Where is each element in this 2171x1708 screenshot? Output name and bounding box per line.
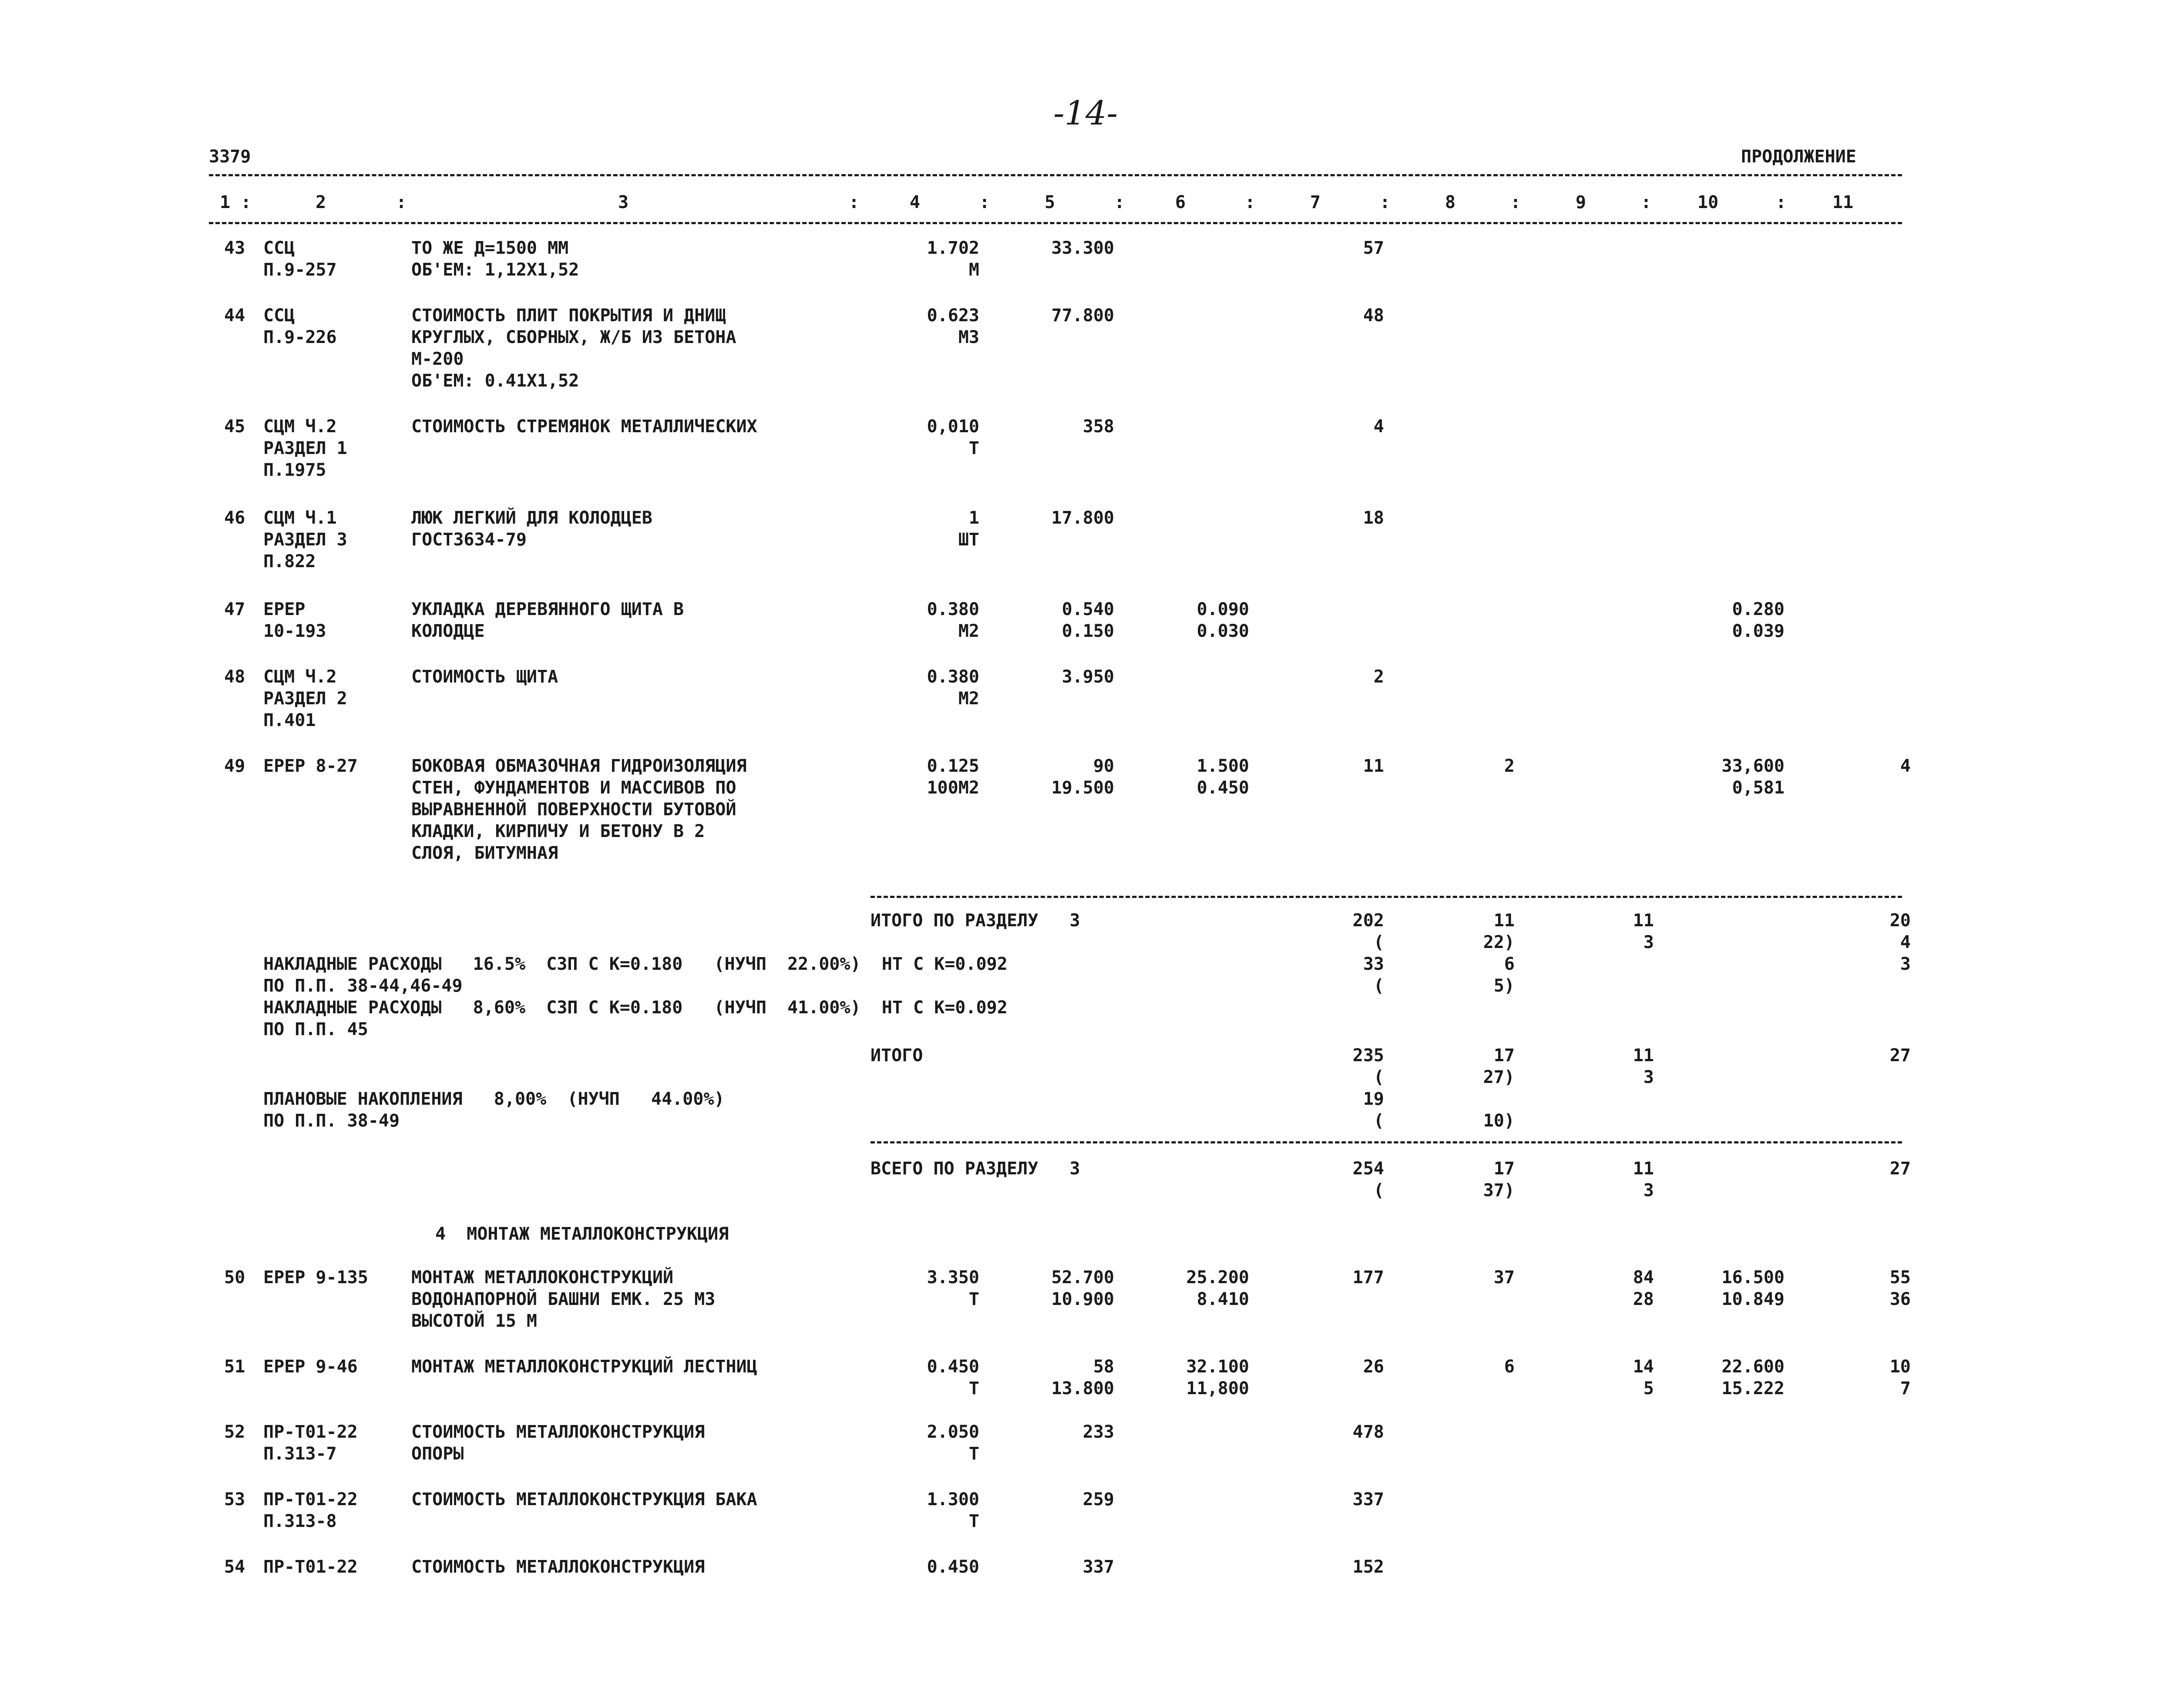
row-code: П.9-257 <box>263 260 337 280</box>
row-description: ГОСТ3634-79 <box>411 530 527 550</box>
grand-total-col8: 17 <box>1493 1159 1515 1179</box>
row-description: БОКОВАЯ ОБМАЗОЧНАЯ ГИДРОИЗОЛЯЦИЯ <box>411 756 747 776</box>
row-number: 49 <box>224 756 245 776</box>
row-description: ОПОРЫ <box>411 1444 464 1464</box>
total-col9: 11 <box>1633 1046 1654 1066</box>
row-quantity: Т <box>968 1511 979 1531</box>
total-col7: ( <box>1373 1067 1384 1087</box>
row-code: П.1975 <box>263 460 326 480</box>
row-quantity: 1.300 <box>927 1489 979 1510</box>
column-header-10: : <box>1245 192 1256 212</box>
row-quantity: Т <box>968 1379 979 1399</box>
row-col10: 22.600 <box>1721 1357 1785 1377</box>
row-col8: 2 <box>1504 756 1515 776</box>
column-header-14: : <box>1510 192 1521 212</box>
total-col9: 3 <box>1643 1067 1654 1087</box>
planned-savings: ПЛАНОВЫЕ НАКОПЛЕНИЯ 8,00% (НУЧП 44.00%) <box>263 1089 725 1109</box>
row-col10: 0.280 <box>1732 599 1785 619</box>
grand-total-col7: 254 <box>1352 1159 1384 1179</box>
row-code: ССЦ <box>263 238 295 258</box>
row-col9: 28 <box>1633 1289 1654 1309</box>
subtotal-section-label: ИТОГО ПО РАЗДЕЛУ 3 <box>870 911 1080 931</box>
column-header-7: 5 <box>1045 192 1055 212</box>
row-quantity: 0.125 <box>927 756 979 776</box>
subtotal-col8: 11 <box>1493 911 1515 931</box>
row-col6: 0.030 <box>1196 621 1249 641</box>
row-description: МОНТАЖ МЕТАЛЛОКОНСТРУКЦИЙ ЛЕСТНИЦ <box>411 1357 757 1377</box>
row-description: СТОИМОСТЬ МЕТАЛЛОКОНСТРУКЦИЯ <box>411 1557 705 1577</box>
row-code: ПР-Т01-22 <box>263 1422 358 1442</box>
row-number: 52 <box>224 1422 245 1442</box>
column-header-6: : <box>979 192 990 212</box>
row-quantity: Т <box>968 1289 979 1309</box>
row-col7: 18 <box>1363 508 1384 528</box>
grand-total-col7: ( <box>1373 1180 1384 1200</box>
column-header-9: 6 <box>1175 192 1186 212</box>
row-col10: 0.039 <box>1732 621 1785 641</box>
column-header-0: 1 : <box>220 192 252 212</box>
subtotal-rule-2 <box>870 1141 1902 1143</box>
grand-total-label: ВСЕГО ПО РАЗДЕЛУ 3 <box>870 1159 1080 1179</box>
row-col6: 0.450 <box>1196 778 1249 798</box>
row-quantity: 100М2 <box>927 778 979 798</box>
subtotal-col11: 4 <box>1900 932 1911 952</box>
row-description: СТЕН, ФУНДАМЕНТОВ И МАССИВОВ ПО <box>411 778 736 798</box>
row-col10: 0,581 <box>1732 778 1785 798</box>
row-code: ЕРЕР 8-27 <box>263 756 358 776</box>
row-description: ОБ'ЕМ: 0.41Х1,52 <box>411 371 579 391</box>
row-quantity: 0,010 <box>927 417 979 437</box>
row-code: СЦМ Ч.1 <box>263 508 337 528</box>
row-number: 53 <box>224 1489 245 1510</box>
row-quantity: М2 <box>958 621 979 641</box>
row-col5: 13.800 <box>1051 1379 1114 1399</box>
row-description: СТОИМОСТЬ СТРЕМЯНОК МЕТАЛЛИЧЕСКИХ <box>411 417 757 437</box>
row-col10: 15.222 <box>1721 1379 1785 1399</box>
column-header-3: 3 <box>618 192 629 212</box>
row-description: УКЛАДКА ДЕРЕВЯННОГО ЩИТА В <box>411 599 684 619</box>
subtotal-col8: 5) <box>1493 976 1515 996</box>
row-number: 50 <box>224 1268 245 1288</box>
column-header-13: 8 <box>1445 192 1456 212</box>
row-quantity: 0.380 <box>927 667 979 687</box>
row-col5: 58 <box>1093 1357 1114 1377</box>
row-col5: 19.500 <box>1051 778 1114 798</box>
row-quantity: 1 <box>968 508 979 528</box>
column-header-18: : <box>1776 192 1787 212</box>
overhead-line-1: НАКЛАДНЫЕ РАСХОДЫ 16.5% СЗП С К=0.180 (НУЧП 22.00%) НТ С К=0.092 <box>263 954 1008 974</box>
overhead-line-2: ПО П.П. 45 <box>263 1019 368 1039</box>
row-code: РАЗДЕЛ 3 <box>263 530 347 550</box>
row-col5: 259 <box>1082 1489 1114 1510</box>
row-quantity: 0.380 <box>927 599 979 619</box>
page-number: -14- <box>1053 94 1118 132</box>
row-col6: 11,800 <box>1186 1379 1249 1399</box>
grand-total-col8: 37) <box>1483 1180 1515 1200</box>
continuation-label: ПРОДОЛЖЕНИЕ <box>1741 147 1856 167</box>
total-col8: 17 <box>1493 1046 1515 1066</box>
row-col8: 6 <box>1504 1357 1515 1377</box>
row-col6: 25.200 <box>1186 1268 1249 1288</box>
row-code: П.9-226 <box>263 327 337 347</box>
grand-total-col11: 27 <box>1889 1159 1911 1179</box>
row-col7: 152 <box>1352 1557 1384 1577</box>
total-col7: 235 <box>1352 1046 1384 1066</box>
row-col7: 4 <box>1373 417 1384 437</box>
row-number: 48 <box>224 667 245 687</box>
row-col7: 337 <box>1352 1489 1384 1510</box>
total-col7: ( <box>1373 1111 1384 1131</box>
row-col7: 177 <box>1352 1268 1384 1288</box>
row-col5: 10.900 <box>1051 1289 1114 1309</box>
row-number: 47 <box>224 599 245 619</box>
row-col5: 77.800 <box>1051 306 1114 326</box>
row-code: 10-193 <box>263 621 326 641</box>
row-col10: 33,600 <box>1721 756 1785 776</box>
row-col6: 8.410 <box>1196 1289 1249 1309</box>
row-quantity: 0.623 <box>927 306 979 326</box>
column-header-15: 9 <box>1576 192 1586 212</box>
row-col11: 7 <box>1900 1379 1911 1399</box>
subtotal-col7: 33 <box>1363 954 1384 974</box>
row-col9: 5 <box>1643 1379 1654 1399</box>
row-number: 46 <box>224 508 245 528</box>
row-description: КОЛОДЦЕ <box>411 621 485 641</box>
row-quantity: М3 <box>958 327 979 347</box>
row-code: ССЦ <box>263 306 295 326</box>
row-col5: 337 <box>1082 1557 1114 1577</box>
row-col7: 26 <box>1363 1357 1384 1377</box>
row-code: СЦМ Ч.2 <box>263 667 337 687</box>
row-description: М-200 <box>411 349 464 369</box>
subtotal-col9: 11 <box>1633 911 1654 931</box>
row-description: ОБ'ЕМ: 1,12Х1,52 <box>411 260 579 280</box>
subtotal-col7: ( <box>1373 976 1384 996</box>
row-col11: 4 <box>1900 756 1911 776</box>
row-quantity: М2 <box>958 689 979 709</box>
row-code: П.822 <box>263 551 316 572</box>
row-quantity: 3.350 <box>927 1268 979 1288</box>
subtotal-col9: 3 <box>1643 932 1654 952</box>
column-header-11: 7 <box>1310 192 1321 212</box>
row-code: П.313-8 <box>263 1511 337 1531</box>
row-description: СТОИМОСТЬ ЩИТА <box>411 667 558 687</box>
row-col6: 0.090 <box>1196 599 1249 619</box>
subtotal-col11: 3 <box>1900 954 1911 974</box>
row-quantity: 0.450 <box>927 1557 979 1577</box>
row-code: СЦМ Ч.2 <box>263 417 337 437</box>
row-col6: 1.500 <box>1196 756 1249 776</box>
row-description: КЛАДКИ, КИРПИЧУ И БЕТОНУ В 2 <box>411 821 705 841</box>
row-description: ЛЮК ЛЕГКИЙ ДЛЯ КОЛОДЦЕВ <box>411 508 652 528</box>
row-code: П.313-7 <box>263 1444 337 1464</box>
row-description: ВЫРАВНЕННОЙ ПОВЕРХНОСТИ БУТОВОЙ <box>411 800 736 820</box>
row-description: ТО ЖЕ Д=1500 ММ <box>411 238 569 258</box>
total-col11: 27 <box>1889 1046 1911 1066</box>
row-description: СЛОЯ, БИТУМНАЯ <box>411 843 558 863</box>
row-code: РАЗДЕЛ 1 <box>263 438 347 458</box>
subtotal-col8: 22) <box>1483 932 1515 952</box>
row-col10: 10.849 <box>1721 1289 1785 1309</box>
row-number: 43 <box>224 238 245 258</box>
row-col11: 10 <box>1889 1357 1911 1377</box>
total-col8: 27) <box>1483 1067 1515 1087</box>
column-header-4: : <box>849 192 860 212</box>
row-col7: 57 <box>1363 238 1384 258</box>
column-header-5: 4 <box>910 192 921 212</box>
row-number: 44 <box>224 306 245 326</box>
total-label: ИТОГО <box>870 1046 923 1066</box>
column-header-2: : <box>396 192 407 212</box>
doc-code: 3379 <box>209 147 251 167</box>
row-col7: 2 <box>1373 667 1384 687</box>
section-4-title: 4 МОНТАЖ МЕТАЛЛОКОНСТРУКЦИЯ <box>435 1224 729 1244</box>
row-code: ЕРЕР <box>263 599 306 619</box>
row-col5: 358 <box>1082 417 1114 437</box>
row-quantity: М <box>968 260 979 280</box>
row-code: ПР-Т01-22 <box>263 1557 358 1577</box>
row-description: ВЫСОТОЙ 15 М <box>411 1311 537 1331</box>
column-header-16: : <box>1641 192 1652 212</box>
row-quantity: 1.702 <box>927 238 979 258</box>
subtotal-col7: ( <box>1373 932 1384 952</box>
row-description: СТОИМОСТЬ МЕТАЛЛОКОНСТРУКЦИЯ <box>411 1422 705 1442</box>
row-col5: 33.300 <box>1051 238 1114 258</box>
overhead-line-1: ПО П.П. 38-44,46-49 <box>263 976 463 996</box>
row-quantity: Т <box>968 1444 979 1464</box>
row-col5: 233 <box>1082 1422 1114 1442</box>
row-col7: 478 <box>1352 1422 1384 1442</box>
row-code: ПР-Т01-22 <box>263 1489 358 1510</box>
total-col7: 19 <box>1363 1089 1384 1109</box>
row-col5: 90 <box>1093 756 1114 776</box>
row-number: 51 <box>224 1357 245 1377</box>
row-col10: 16.500 <box>1721 1268 1785 1288</box>
row-col7: 48 <box>1363 306 1384 326</box>
row-number: 45 <box>224 417 245 437</box>
table-top-rule <box>209 174 1902 176</box>
row-quantity: Т <box>968 438 979 458</box>
row-code: РАЗДЕЛ 2 <box>263 689 347 709</box>
row-description: СТОИМОСТЬ ПЛИТ ПОКРЫТИЯ И ДНИЩ <box>411 306 726 326</box>
total-col8: 10) <box>1483 1111 1515 1131</box>
column-header-12: : <box>1380 192 1391 212</box>
row-col5: 52.700 <box>1051 1268 1114 1288</box>
row-col7: 11 <box>1363 756 1384 776</box>
row-col8: 37 <box>1493 1268 1515 1288</box>
overhead-line-2: НАКЛАДНЫЕ РАСХОДЫ 8,60% СЗП С К=0.180 (НУЧП 41.00%) НТ С К=0.092 <box>263 998 1008 1018</box>
column-header-17: 10 <box>1697 192 1719 212</box>
row-col5: 3.950 <box>1062 667 1114 687</box>
row-col9: 84 <box>1633 1268 1654 1288</box>
row-code: ЕРЕР 9-46 <box>263 1357 358 1377</box>
grand-total-col9: 3 <box>1643 1180 1654 1200</box>
subtotal-col7: 202 <box>1352 911 1384 931</box>
row-col9: 14 <box>1633 1357 1654 1377</box>
grand-total-col9: 11 <box>1633 1159 1654 1179</box>
row-quantity: ШТ <box>958 530 979 550</box>
column-header-19: 11 <box>1832 192 1854 212</box>
row-description: ВОДОНАПОРНОЙ БАШНИ ЕМК. 25 М3 <box>411 1289 716 1309</box>
subtotal-rule-1 <box>870 896 1902 898</box>
planned-savings: ПО П.П. 38-49 <box>263 1111 400 1131</box>
row-description: СТОИМОСТЬ МЕТАЛЛОКОНСТРУКЦИЯ БАКА <box>411 1489 757 1510</box>
row-col5: 0.540 <box>1062 599 1114 619</box>
row-quantity: 0.450 <box>927 1357 979 1377</box>
row-col6: 32.100 <box>1186 1357 1249 1377</box>
column-header-8: : <box>1114 192 1125 212</box>
row-col11: 55 <box>1889 1268 1911 1288</box>
row-number: 54 <box>224 1557 245 1577</box>
subtotal-col8: 6 <box>1504 954 1515 974</box>
row-description: МОНТАЖ МЕТАЛЛОКОНСТРУКЦИЙ <box>411 1268 674 1288</box>
row-col11: 36 <box>1889 1289 1911 1309</box>
column-header-1: 2 <box>316 192 326 212</box>
header-bottom-rule <box>209 222 1902 224</box>
subtotal-col11: 20 <box>1889 911 1911 931</box>
row-quantity: 2.050 <box>927 1422 979 1442</box>
row-col5: 0.150 <box>1062 621 1114 641</box>
row-code: П.401 <box>263 710 316 730</box>
row-col5: 17.800 <box>1051 508 1114 528</box>
row-code: ЕРЕР 9-135 <box>263 1268 368 1288</box>
row-description: КРУГЛЫХ, СБОРНЫХ, Ж/Б ИЗ БЕТОНА <box>411 327 736 347</box>
